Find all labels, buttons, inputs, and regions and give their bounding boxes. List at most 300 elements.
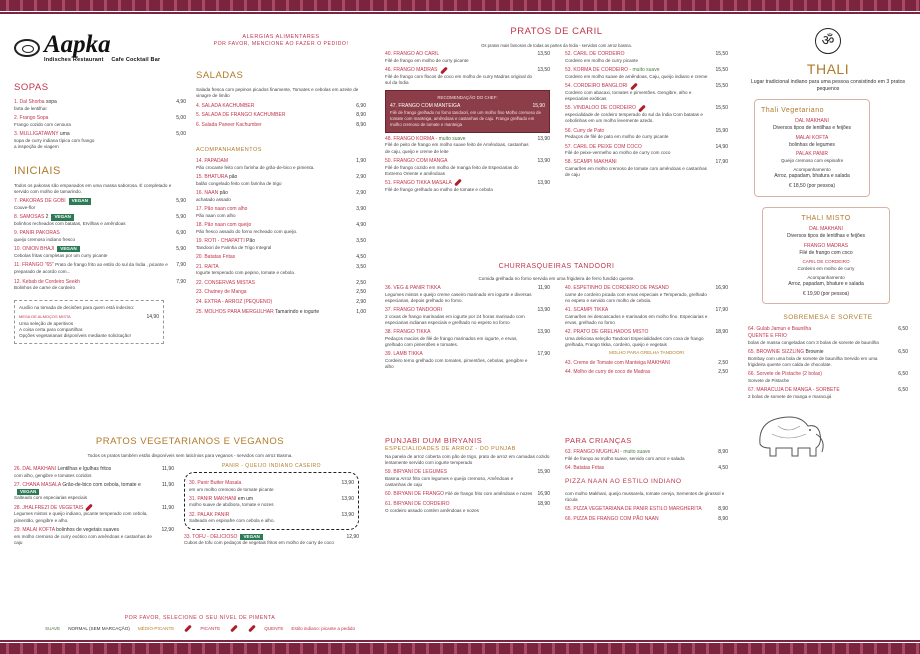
section-title-thali: THALI (806, 61, 850, 77)
item-price: 8,90 (718, 506, 728, 513)
brand-subtitle-left: Indisches Restaurant (44, 57, 104, 63)
item-name: 4. SALADA KACHUMBER (196, 102, 255, 109)
item-desc: 2 bolas de sorvete de manga e maracujá (748, 393, 832, 399)
item-desc: O cordeiro assado contém amêndoas e nozes (385, 507, 479, 513)
item-price: 2,50 (356, 289, 366, 296)
item-name: 66. Sorvete de Pistache (2 bolas) (748, 371, 822, 378)
item-price: 2,50 (718, 369, 728, 376)
item-name: 64. Batatas Fritas (565, 465, 605, 472)
item-desc: Legumes mistos e queijo indiano, picante temperado com cebola, pimentão, gengibre e alho. (14, 511, 148, 523)
menu-item (748, 371, 908, 384)
menu-item (565, 307, 728, 326)
item-extra: 2 (44, 214, 49, 221)
item-extra: Lentilhas e lgulhas fritos (56, 466, 112, 472)
menu-item (565, 449, 728, 462)
item-name: 44. Molho de curry de coco de Madras (565, 369, 651, 376)
item-extra: Tamarindo e iogurte (273, 308, 320, 315)
item-name: 46. FRANGO MADRAS (385, 67, 438, 74)
item-name: 57. CARIL DE PEIXE COM COCO (565, 143, 642, 150)
menu-item (14, 198, 186, 211)
item-desc: Filé de frango grelhado no forno tandoori, em um molho fino Molho cremoso de tomate com manteiga, amêndoas e castanhas de caju. Frango grelhado em molho cremoso de tomate e manteiga (390, 110, 541, 127)
item-name: 56. Curry de Pato (565, 127, 605, 134)
item-price: 13,90 (341, 479, 354, 486)
menu-item (14, 505, 174, 524)
item-desc: Pedaços macios de filé de frango marinados em iogurte, e ervas, grelhado com pimentões e tomates. (385, 336, 518, 348)
menu-item (385, 158, 550, 177)
item-price: 2,50 (718, 359, 728, 366)
item-name: 48. FRANGO KORMA (385, 135, 435, 142)
spice-footer-title: POR FAVOR, SELECIONE O SEU NÍVEL DE PIMENTA (124, 614, 276, 621)
section-title-sobremesa: SOBREMESA E SORVETE (783, 314, 873, 322)
item-desc: especialidade de cordeiro temperado do sul da Índia Com batatas e cebolinhas em um molho levemente azedo. (565, 112, 703, 124)
elephant-icon (748, 404, 828, 459)
item-desc: Iogurte temperado com pepino, tomate e cebola. (196, 270, 296, 276)
item-name: 27. CHANA MASALA (14, 481, 61, 488)
item-price: 12,90 (161, 526, 174, 533)
starter-box-price: 14,90 (146, 313, 159, 320)
menu-item (565, 67, 728, 80)
bottom-columns (385, 436, 728, 576)
item-name: 47. FRANGO COM MANTEIGA (390, 103, 461, 110)
item-name: 53. KORMA DE CORDEIRO (565, 67, 629, 74)
caril-intro: Os pratos mais famosos de todas as partes da Índia - servidos com arroz basma. (481, 42, 632, 48)
item-name: 9. PANIR PAKORAS (14, 230, 60, 237)
item-price: 3,50 (356, 263, 366, 270)
item-extra: - muito suave (434, 135, 466, 142)
section-title-churrasqueiras: CHURRASQUEIRAS TANDOORI (498, 263, 615, 271)
vegan-badge: VEGAN (17, 489, 39, 495)
menu-item (565, 465, 728, 472)
spice-level-hot: PICANTE (200, 625, 221, 631)
item-price: 5,00 (176, 131, 186, 138)
menu-item (565, 285, 728, 304)
top-border (0, 0, 920, 11)
item-name: 12. Kebab de Cordeiro Seekh (14, 278, 80, 285)
menu-item (565, 83, 728, 102)
item-name: 63. FRANGO MUGHLAI (565, 449, 619, 456)
item-desc: Cordeiro em molho suave de amêndoas, Caju, queijo indiano e creme (565, 74, 708, 80)
thali-vegetarian-box (754, 99, 870, 197)
menu-item (14, 99, 186, 112)
item-desc: em um molho cremoso de tomate picante (189, 486, 274, 492)
item-name: 20. Batatas Fritas (196, 253, 236, 260)
item-extra: pão (218, 190, 228, 197)
item-price: 18,90 (715, 329, 728, 336)
thali-line: Acompanhamento (807, 274, 845, 280)
thali-price: € 18,50 (por pessoa) (788, 183, 836, 190)
item-price: 15,50 (715, 105, 728, 112)
item-desc: Bombay com uma bola de sorvete de baunilha Servido em uma frigideira quente com calda de chocolate. (748, 355, 878, 367)
chili-icon (248, 625, 256, 633)
item-name: 25. MOLHOS PARA MERGULHAR (196, 308, 274, 315)
menu-item (748, 326, 908, 346)
chef-recommendation-box (385, 90, 550, 133)
item-desc: Camarões em molho cremoso de tomate com amêndoas e castanhas de caju (565, 166, 707, 178)
item-price: 7,90 (176, 262, 186, 269)
vegan-badge: VEGAN (240, 534, 262, 540)
item-desc: queijo cremoso indiano fresco (14, 237, 76, 243)
menu-item (196, 238, 366, 251)
item-price: 8,90 (356, 122, 366, 129)
panir-box (184, 472, 359, 530)
starter-mix-box (14, 300, 164, 345)
menu-item (565, 360, 728, 367)
item-extra: em um (236, 495, 254, 502)
menu-item (385, 307, 550, 326)
menu-item (385, 469, 550, 488)
item-name: 67. MARACUJA DE MANGA - SORBETE (748, 387, 840, 393)
item-desc: com alho, gengibre e tomates cozidos (14, 472, 92, 478)
menu-item (196, 280, 366, 287)
item-name: 3. MULLIGATAWNY (14, 131, 59, 138)
item-desc: Legumes mistos e queijo creme caseiro marinado em iogurte e diversas especiarias, depois grelhado no forno. (385, 291, 532, 304)
item-desc: Salteado com especiarias especiais (14, 495, 88, 501)
chili-icon (454, 179, 462, 187)
item-price: 5,90 (176, 246, 186, 253)
menu-item (189, 512, 354, 525)
churrasqueiras-left (385, 282, 550, 371)
item-desc: carne de cordeiro picada com ervas especiais e Temperado, grelhado no espeto e servido com molho de cebola. (565, 291, 707, 304)
item-name: 51. FRANGO TIKKA MASALA (385, 179, 452, 186)
item-price: 6,50 (898, 326, 908, 333)
item-desc: Filé de frango cozido em molho de manga feito de Especiarias do Extremo Oriente e amêndoas (385, 164, 519, 176)
saladas-intro: Salada fresca com pepinos picados finamente, Tomates e cebolas em azeite de vinagre de limão (196, 87, 359, 99)
item-price: 5,90 (176, 198, 186, 205)
churrasqueiras-columns (385, 282, 728, 432)
starter-box-line: Uma seleção de aperitivos (19, 320, 74, 326)
item-name: 58. SCAMPI MAKHANI (565, 159, 617, 166)
item-desc: Cordeiro terno grelhado com tomates, pimentões, cebolas, gengibre e alho (385, 358, 528, 370)
thali-line: Filé de frango com coco (799, 249, 853, 256)
menu-item (196, 299, 366, 306)
vegan-badge: VEGAN (57, 246, 79, 252)
allergy-text: POR FAVOR, MENCIONE AO FAZER O PEDIDO! (213, 41, 349, 48)
thali-line: CARIL DE CORDEIRO (802, 259, 850, 265)
churrasqueiras-right (565, 282, 728, 376)
column-3-4 (385, 20, 728, 634)
menu-item (748, 387, 908, 400)
thali-line: DAL MAKHANI (809, 226, 843, 233)
item-desc: em molho cremoso de curry exótico com amêndoas e castanhas de caju (14, 533, 152, 545)
vegetarian-columns (14, 463, 366, 547)
item-price: 13,90 (341, 511, 354, 518)
item-price: 15,50 (715, 51, 728, 58)
section-title-biryanis: PUNJABI DUM BIRYANIS (385, 436, 483, 446)
menu-item (565, 105, 728, 124)
item-price: 15,50 (715, 83, 728, 90)
item-price: 11,90 (537, 285, 550, 292)
item-extra: - muito suave (628, 67, 660, 74)
item-name: 54. CORDEIRO BANGLORI (565, 83, 628, 90)
menu-item (565, 128, 728, 141)
menu-item (14, 262, 186, 276)
item-name: 40. ESPETINHO DE CORDEIRO DE PASAND (565, 285, 669, 292)
item-price: 13,50 (537, 51, 550, 58)
caril-columns (385, 48, 728, 258)
allergy-title: ALERGIAS ALIMENTARES (242, 34, 320, 40)
spice-levels (30, 626, 370, 632)
menu-item (565, 159, 728, 178)
menu-item (14, 131, 186, 150)
spice-level-normal: NORMAL (SEM MARCAÇÃO) (68, 625, 130, 631)
section-title-caril: PRATOS DE CARIL (510, 26, 603, 37)
item-extra: - muito suave (618, 449, 651, 456)
item-desc: Cebolas fritas completas por um curry picante (14, 253, 108, 259)
thali-line: DAL MAKHANI (795, 118, 829, 125)
menu-item (385, 136, 550, 155)
section-title-acompanhamentos: ACOMPANHAMENTOS (196, 146, 262, 153)
item-desc: balão congelado feito com farinha de trigo (196, 180, 282, 186)
thali-line: MALAI KOFTA (795, 134, 829, 141)
menu-item (189, 496, 354, 509)
item-desc: Basma Arroz frito com legumes e queijo cremoso, Amêndoas e castanhas de caju (385, 475, 514, 487)
starter-box-line: Opções vegetarianas disponíveis mediante solicitação! (19, 332, 131, 338)
menu-item (565, 516, 728, 523)
item-desc: Tandoori de Farinha de Trigo Integral (196, 244, 272, 250)
item-price: 6,90 (176, 230, 186, 237)
logo-mark-icon (14, 39, 40, 57)
item-price: 18,90 (537, 500, 550, 507)
item-desc: Filé de frango com flocos de coco em molho de curry Madras original do sul da Índia (385, 74, 533, 86)
menu-item (196, 222, 366, 235)
item-desc: Cordeiro com abacaxi, tomates e pimentões. Gengibre, alho e especiarias exóticas (565, 90, 692, 102)
item-price: 15,50 (715, 67, 728, 74)
item-price: 13,50 (537, 67, 550, 74)
item-price: 13,90 (537, 329, 550, 336)
item-price: 3,50 (356, 237, 366, 244)
menu-item (565, 329, 728, 348)
thali-misto-title: THALI MISTO (801, 214, 851, 222)
item-price: 8,90 (356, 112, 366, 119)
item-desc: Camarões rei descascados e marinados em molho fino. Especiarias e ervas, grelhado no forno (565, 313, 708, 326)
item-price: 13,90 (341, 495, 354, 502)
vegetarian-left (14, 463, 174, 547)
menu-item (196, 103, 366, 110)
item-name: 41. SCAMPI TIKKA (565, 307, 609, 314)
item-desc: Pão crocante feito com farinha de grão-de-bico e pimenta. (196, 165, 315, 171)
menu-item (14, 246, 186, 259)
logo (14, 32, 186, 64)
chili-icon (230, 625, 238, 633)
thali-line: PALAK PANIR (795, 151, 829, 158)
thali-veg-title: Thali Vegetariano (761, 106, 824, 114)
item-price: 11,90 (161, 466, 174, 472)
section-title-pizza: PIZZA NAAN AO ESTILO INDIANO (565, 477, 682, 485)
item-price: 2,90 (356, 190, 366, 197)
item-name: 18. Pão naan com queijo (196, 222, 252, 229)
biryanis-subtitle: ESPECIALIDADES DE ARROZ - DO PUNJAB (385, 446, 516, 453)
menu-item (14, 279, 186, 292)
item-name: 36. VEG & PANIR TIKKA (385, 285, 441, 292)
item-name: 38. FRANGO TIKKA (385, 329, 431, 336)
om-icon: ॐ (815, 28, 841, 54)
menu-item (196, 174, 366, 187)
menu-item (385, 491, 550, 498)
item-extra: Pão (244, 237, 256, 244)
menu-item (390, 103, 545, 110)
item-price: 12,90 (346, 533, 359, 540)
menu-item (385, 285, 550, 304)
item-name: 16. NAAN (196, 190, 219, 197)
item-price: 13,90 (537, 307, 550, 314)
brand-name: Aapka (44, 31, 111, 58)
thali-line: Cordeiro em molho de curry (797, 265, 855, 271)
item-name: 8. SAMOSAS (14, 214, 45, 221)
item-price: 17,90 (715, 307, 728, 314)
item-price: 6,90 (356, 102, 366, 109)
item-price: 2,50 (356, 279, 366, 286)
item-name: 31. PANIR MAKHANI (189, 495, 237, 502)
thali-line: Arroz, papadam, bhatura e salada (774, 173, 850, 180)
item-name: 43. Creme de Tomate com Manteiga MAKHANI (565, 359, 670, 366)
item-price: 15,90 (715, 127, 728, 134)
starter-box-line: A coisa certa para compartilhar. (19, 326, 84, 332)
menu-item (189, 480, 354, 493)
item-desc: molho suave de abóbora, tomate e nozes (189, 502, 274, 508)
vegetarian-section (14, 432, 366, 547)
bottom-border (0, 643, 920, 654)
item-name: 21. RAITA (196, 263, 219, 270)
item-name: 19. ROTI - CHAPATTI (196, 237, 245, 244)
item-extra: bolinhos de vegetais suaves (54, 526, 119, 533)
tandoori-sauce-label: MOLHO PARA GRELHA TANDOORI (608, 350, 685, 356)
vegetarianos-intro: Todos os pratos também estão disponíveis sem laticínios para veganos - servidos com arroz Basma. (87, 452, 293, 458)
item-name: 24. EXTRA - ARROZ (PEQUENO) (196, 299, 273, 306)
menu-item (196, 264, 366, 277)
item-name: 55. VINDALOO DE CORDEIRO (565, 105, 636, 112)
item-desc: Frango cozido com cenoura (14, 121, 71, 127)
menu-item (385, 180, 550, 193)
chili-icon (440, 66, 448, 74)
item-name: 37. FRANGO TANDOORI (385, 307, 443, 314)
starter-box-subtitle: MESA DE ALMOÇOS MISTA (19, 313, 71, 319)
item-extra: Prato de frango frito ao estilo do sul da Índia , picante e preparado de acordo com... (14, 262, 168, 274)
item-desc: Cordeiro em molho de curry picante (565, 58, 639, 64)
item-name: 64. Gulab Jamun e Baunilha (748, 326, 812, 333)
item-price: 6,50 (898, 348, 908, 355)
item-note: a inspeção de viagem (14, 144, 59, 150)
item-desc: 2 coxas de frango marinadas em iogurte por 24 horas marinado com especiarias indianas especiais e grelhado no espeto no forno (385, 313, 525, 326)
item-name: 1. Dal Shorba (14, 99, 45, 106)
thali-line: Arroz, papadam, bhature e salada (788, 280, 864, 287)
item-name: 26. DAL MAKHANI (14, 466, 57, 472)
item-name: 40. FRANGO AO CARIL (385, 51, 440, 58)
menu-item (385, 67, 550, 86)
item-price: 15,90 (532, 103, 545, 110)
item-extra: Grão-de-bico com cebola, tomate e (60, 481, 141, 488)
item-name: 42. PRATO DE GRELHADOS MISTO (565, 329, 649, 336)
item-price: 13,90 (537, 135, 550, 142)
item-price: 4,50 (356, 253, 366, 260)
menu-item (14, 466, 174, 479)
item-price: 13,90 (537, 179, 550, 186)
item-price: 7,90 (176, 278, 186, 285)
item-desc: sopa de curry indiana típica com frango (14, 137, 95, 143)
item-name: 22. CONSERVAS MISTAS (196, 279, 255, 286)
chili-icon (638, 104, 646, 112)
menu-item (14, 527, 174, 546)
item-name: 11. FRANGO "65" (14, 262, 54, 269)
item-name: 10. ONION BHAJI (14, 246, 55, 253)
item-desc: Filé de frango ao molho suave, servido com arroz e salada (565, 455, 685, 461)
item-desc: Sorvete de Pistache (748, 377, 790, 383)
item-price: 6,50 (898, 371, 908, 378)
section-title-sopas: SOPAS (14, 82, 49, 94)
thali-line: Queijo cremoso com espinafre (780, 158, 844, 164)
item-name: 65. BROWNIE SIZZLING (748, 348, 805, 355)
section-title-vegetarianos: PRATOS VEGETARIANOS E VEGANOS (95, 436, 285, 447)
menu-item (385, 329, 550, 348)
item-name: 60. BIRYANI DE FRANGO (385, 491, 444, 498)
chili-icon (630, 82, 638, 90)
item-desc: farta de lentilha! (14, 105, 47, 111)
item-extra: pão (227, 174, 238, 181)
item-desc: Uma deliciosa seleção Tandoori Especialidades com coxa de frango grelhada, Frango tikka, cordeiro, queijo e vegetais (565, 336, 704, 348)
menu-item (385, 351, 550, 370)
menu-item (196, 309, 366, 316)
item-name: 14. PAPADAM (196, 158, 229, 165)
item-desc: Bolinhos de carne de cordeiro (14, 285, 76, 291)
chili-icon (85, 503, 93, 511)
menu-item (196, 190, 366, 203)
item-name: 50. FRANGO COM MANGA (385, 157, 448, 164)
item-desc: bolas de massa congeladas com 3 bolas de sorvete de baunilha (748, 339, 879, 345)
item-desc: Filé de frango em molho de curry picante (385, 58, 469, 64)
thali-intro: Lugar tradicional indiano para uma pessoa consistindo em 3 pratos pequenos (750, 78, 906, 92)
spice-level-medium: MÉDIO-PICANTE (137, 625, 175, 631)
item-name: 23. Chutney de Manga (196, 289, 247, 296)
menu-item (14, 482, 174, 502)
item-extra: uma (58, 131, 70, 138)
sopas-list (14, 99, 186, 150)
item-price: 8,90 (718, 449, 728, 456)
item-extra: Filé de frango frito com amêndoas e nozes (444, 491, 533, 497)
vegan-badge: VEGAN (69, 198, 91, 204)
section-title-criancas: PARA CRIANÇAS (565, 436, 632, 446)
item-name: 15. BHATURA (196, 174, 228, 181)
item-name: 52. CARIL DE CORDEIRO (565, 51, 625, 58)
item-desc: Filé de peito de frango em molho suave feito de Amêndoas, castanhas de caju, queijo e creme de leite (385, 142, 529, 154)
item-price: 17,90 (537, 351, 550, 358)
item-extra: QUENTE E FRIO (748, 333, 787, 339)
item-name: 29. MALAI KOFTA (14, 526, 55, 533)
menu-item (385, 501, 550, 514)
menu-item (196, 289, 366, 296)
menu-item (565, 506, 728, 513)
section-title-saladas: SALADAS (196, 70, 244, 82)
menu-item (385, 51, 550, 64)
menu-item (196, 112, 366, 119)
caril-left (385, 48, 550, 192)
item-desc: Pedaços de filé de pato em molho de curry picante (565, 134, 669, 140)
item-price: 17,90 (715, 159, 728, 166)
spice-level-very-hot: QUENTE (264, 625, 284, 631)
item-price: 4,90 (176, 99, 186, 106)
item-price: 5,00 (176, 115, 186, 122)
vegan-badge: VEGAN (51, 214, 73, 220)
item-name: 5. SALADA DE FRANGO KACHUMBER (196, 112, 286, 119)
thali-misto-box (762, 207, 890, 305)
item-desc: Cubos de tofu com pedaços de vegetais fritos em molho de curry de coco (184, 540, 334, 546)
item-name: 17. Pão naan com alho (196, 206, 248, 213)
caril-right (565, 48, 728, 178)
menu-item (196, 122, 366, 129)
brand-subtitle-right: Cafe Cocktail Bar (111, 57, 161, 63)
kids-pizza-section (565, 436, 728, 522)
item-name: 30. Panir Butter Masala (189, 479, 242, 486)
iniciais-list (14, 198, 186, 291)
item-price: 15,90 (537, 469, 550, 476)
